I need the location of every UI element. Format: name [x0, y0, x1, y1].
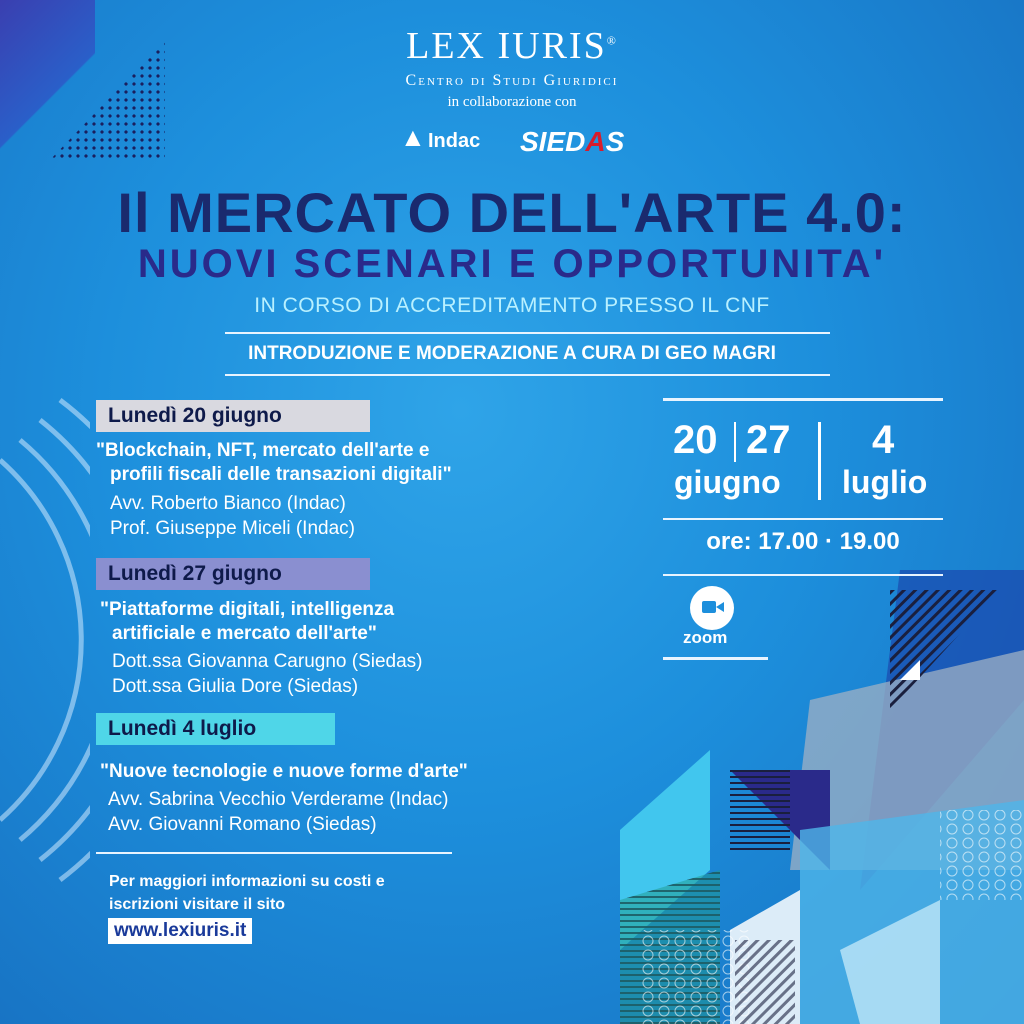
date-day: 27	[746, 418, 791, 462]
session-speaker: Dott.ssa Giulia Dore (Siedas)	[112, 676, 359, 697]
session-speaker: Avv. Giovanni Romano (Siedas)	[108, 814, 377, 835]
session-day-badge: Lunedì 20 giugno	[96, 400, 370, 432]
date-month: luglio	[842, 464, 928, 500]
session-speaker: Prof. Giuseppe Miceli (Indac)	[110, 518, 355, 539]
geometric-pattern-decoration	[560, 570, 1024, 1024]
session-day-badge: Lunedì 27 giugno	[96, 558, 370, 590]
partner-logos	[400, 118, 640, 158]
main-subtitle: NUOVI SCENARI E OPPORTUNITA'	[137, 242, 887, 286]
registered-mark: ®	[606, 33, 618, 48]
siedas-logo	[520, 126, 624, 158]
camera-lens-icon	[716, 602, 724, 612]
website-link[interactable]: www.lexiuris.it	[108, 918, 252, 944]
divider	[225, 374, 830, 376]
date-month: giugno	[674, 464, 781, 500]
session-day-badge: Lunedì 4 luglio	[96, 713, 335, 745]
divider	[225, 332, 830, 334]
divider	[663, 657, 768, 660]
session-speaker: Avv. Sabrina Vecchio Verderame (Indac)	[108, 789, 449, 810]
indac-logo-icon: ▲	[400, 122, 426, 152]
session-talk-title: artificiale e mercato dell'arte"	[112, 623, 377, 644]
session-talk-title: "Blockchain, NFT, mercato dell'arte e	[96, 440, 430, 461]
session-talk-title: "Piattaforme digitali, intelligenza	[100, 599, 395, 620]
session-speaker: Avv. Roberto Bianco (Indac)	[110, 493, 346, 514]
siedas-logo-part2: A	[585, 126, 606, 157]
date-day: 4	[872, 418, 895, 462]
main-title: Il MERCATO DELL'ARTE 4.0:	[117, 181, 907, 244]
accreditation-text: IN CORSO DI ACCREDITAMENTO PRESSO IL CNF	[254, 294, 770, 317]
divider	[96, 852, 452, 854]
session-talk-title: "Nuove tecnologie e nuove forme d'arte"	[100, 761, 468, 782]
date-separator	[734, 422, 736, 462]
session-talk-title: profili fiscali delle transazioni digitali"	[110, 464, 452, 485]
date-day: 20	[673, 418, 718, 462]
moderation-text: INTRODUZIONE E MODERAZIONE A CURA DI GEO MAGRI	[248, 343, 776, 364]
siedas-logo-part3: S	[605, 126, 625, 157]
session-speaker: Dott.ssa Giovanna Carugno (Siedas)	[112, 651, 423, 672]
info-text	[109, 870, 469, 916]
info-line: iscrizioni visitare il sito	[109, 896, 286, 913]
divider	[663, 574, 943, 576]
brand-subtitle: Centro di Studi Giuridici	[405, 72, 619, 89]
brand-title	[0, 24, 1024, 68]
arc-lines-decoration	[0, 380, 90, 900]
brand-name: LEX IURIS	[406, 25, 607, 67]
indac-logo-text: Indac	[428, 130, 481, 152]
camera-icon	[702, 601, 716, 613]
collaboration-text: in collaborazione con	[447, 94, 577, 110]
info-line: Per maggiori informazioni su costi e	[109, 873, 385, 890]
siedas-logo-part1: SIED	[520, 126, 586, 157]
divider	[663, 398, 943, 401]
event-hours: ore: 17.00 · 19.00	[706, 528, 900, 555]
zoom-label: zoom	[683, 628, 728, 647]
divider	[663, 518, 943, 520]
date-separator	[818, 422, 821, 500]
zoom-icon	[690, 586, 734, 630]
